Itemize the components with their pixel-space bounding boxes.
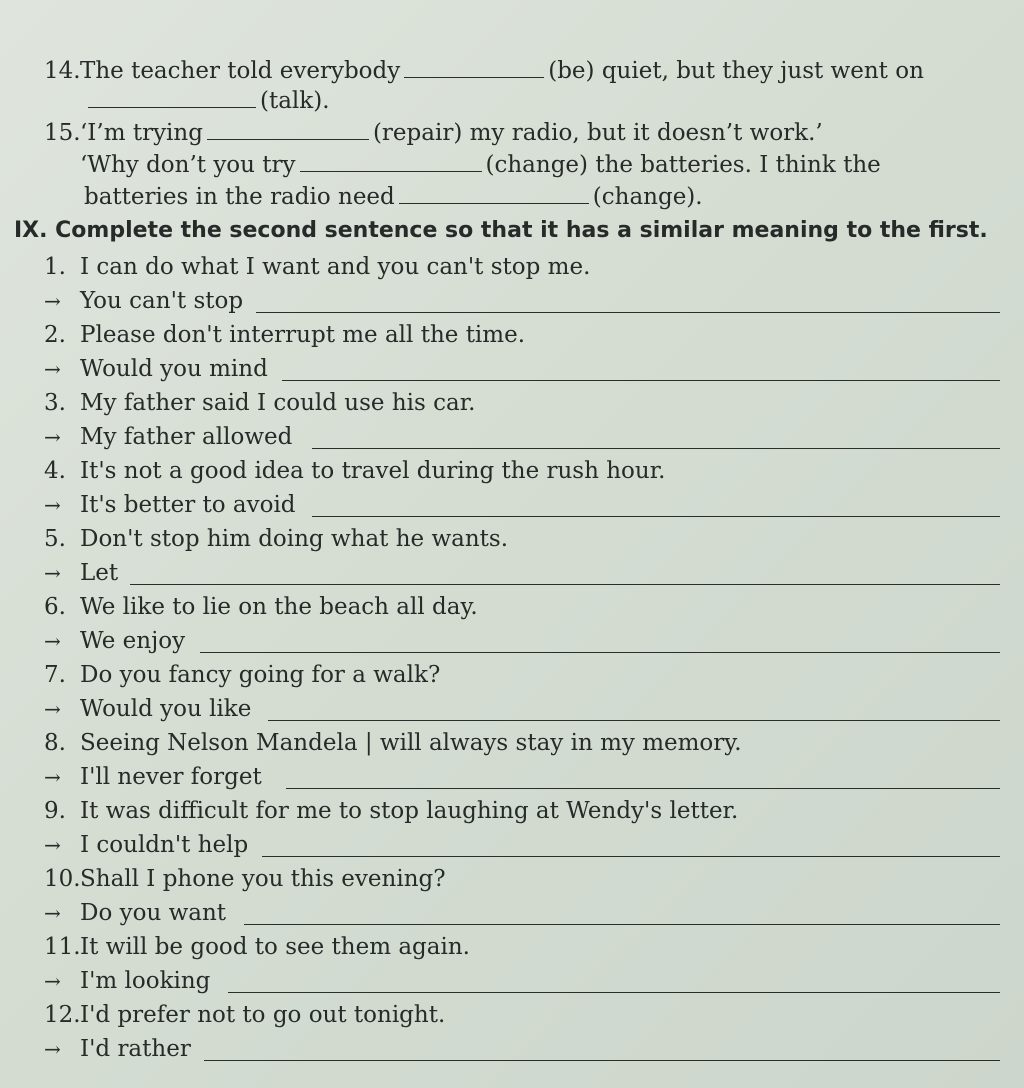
arrow-icon: → bbox=[44, 697, 61, 721]
item-text: Seeing Nelson Mandela | will always stay in my memory. bbox=[80, 730, 742, 756]
item-text: Don't stop him doing what he wants. bbox=[80, 526, 509, 552]
answer-blank[interactable] bbox=[300, 151, 482, 172]
answer-blank[interactable] bbox=[207, 119, 369, 140]
item-text: Do you fancy going for a walk? bbox=[80, 662, 441, 688]
item-prompt: Would you like bbox=[80, 696, 252, 722]
item-text: I can do what I want and you can't stop me. bbox=[80, 254, 591, 280]
answer-line[interactable] bbox=[228, 992, 1000, 993]
question-text: (change) the batteries. I think the bbox=[485, 152, 881, 178]
item-prompt: My father allowed bbox=[80, 424, 293, 450]
question-15-line-3 bbox=[84, 182, 1024, 212]
item-number: 5. bbox=[44, 526, 66, 552]
question-text: ‘Why don’t you try bbox=[80, 152, 296, 178]
question-text: (be) quiet, but they just went on bbox=[548, 58, 924, 84]
arrow-icon: → bbox=[44, 901, 61, 925]
item-number: 4. bbox=[44, 458, 66, 484]
answer-blank[interactable] bbox=[404, 57, 544, 78]
arrow-icon: → bbox=[44, 357, 61, 381]
item-prompt: We enjoy bbox=[80, 628, 186, 654]
item-text: Please don't interrupt me all the time. bbox=[80, 322, 526, 348]
answer-blank[interactable] bbox=[88, 87, 256, 108]
item-text: We like to lie on the beach all day. bbox=[80, 594, 478, 620]
item-prompt: You can't stop bbox=[80, 288, 244, 314]
item-prompt: I'm looking bbox=[80, 968, 211, 994]
answer-line[interactable] bbox=[200, 652, 1000, 653]
item-sentence bbox=[44, 932, 1024, 962]
item-sentence bbox=[44, 592, 1024, 622]
arrow-icon: → bbox=[44, 493, 61, 517]
arrow-icon: → bbox=[44, 629, 61, 653]
question-text: batteries in the radio need bbox=[84, 184, 395, 210]
item-number: 10. bbox=[44, 866, 81, 892]
question-text: (change). bbox=[592, 184, 703, 210]
arrow-icon: → bbox=[44, 561, 61, 585]
item-prompt: Would you mind bbox=[80, 356, 268, 382]
answer-line[interactable] bbox=[130, 584, 1000, 585]
item-number: 11. bbox=[44, 934, 81, 960]
question-text: The teacher told everybody bbox=[80, 58, 401, 84]
item-sentence bbox=[44, 864, 1024, 894]
item-text: It was difficult for me to stop laughing at Wendy's letter. bbox=[80, 798, 739, 824]
item-number: 7. bbox=[44, 662, 66, 688]
item-text: I'd prefer not to go out tonight. bbox=[80, 1002, 446, 1028]
question-15 bbox=[44, 118, 1024, 148]
question-14 bbox=[44, 56, 1024, 86]
item-sentence bbox=[44, 320, 1024, 350]
answer-line[interactable] bbox=[256, 312, 1000, 313]
item-sentence bbox=[44, 660, 1024, 690]
item-prompt: Let bbox=[80, 560, 119, 586]
item-sentence bbox=[44, 252, 1024, 282]
answer-line[interactable] bbox=[312, 516, 1000, 517]
answer-line[interactable] bbox=[204, 1060, 1000, 1061]
arrow-icon: → bbox=[44, 425, 61, 449]
arrow-icon: → bbox=[44, 833, 61, 857]
question-text: ‘I’m trying bbox=[80, 120, 203, 146]
arrow-icon: → bbox=[44, 1037, 61, 1061]
item-text: It's not a good idea to travel during the rush hour. bbox=[80, 458, 666, 484]
item-prompt: I'd rather bbox=[80, 1036, 191, 1062]
question-15-line-2 bbox=[80, 150, 1024, 180]
arrow-icon: → bbox=[44, 969, 61, 993]
item-prompt: Do you want bbox=[80, 900, 227, 926]
item-sentence bbox=[44, 456, 1024, 486]
item-number: 6. bbox=[44, 594, 66, 620]
item-sentence bbox=[44, 796, 1024, 826]
item-number: 12. bbox=[44, 1002, 81, 1028]
item-number: 1. bbox=[44, 254, 66, 280]
item-number: 8. bbox=[44, 730, 66, 756]
answer-line[interactable] bbox=[286, 788, 1000, 789]
question-text: (talk). bbox=[260, 88, 330, 114]
item-sentence bbox=[44, 728, 1024, 758]
section-heading: IX. Complete the second sentence so that it has a similar meaning to the first. bbox=[14, 218, 988, 243]
item-sentence bbox=[44, 524, 1024, 554]
item-prompt: It's better to avoid bbox=[80, 492, 296, 518]
item-number: 9. bbox=[44, 798, 66, 824]
item-prompt: I'll never forget bbox=[80, 764, 262, 790]
question-number: 14. bbox=[44, 58, 81, 84]
question-number: 15. bbox=[44, 120, 81, 146]
item-text: My father said I could use his car. bbox=[80, 390, 476, 416]
answer-line[interactable] bbox=[312, 448, 1000, 449]
item-text: Shall I phone you this evening? bbox=[80, 866, 446, 892]
answer-line[interactable] bbox=[282, 380, 1000, 381]
item-sentence bbox=[44, 1000, 1024, 1030]
item-number: 2. bbox=[44, 322, 66, 348]
arrow-icon: → bbox=[44, 289, 61, 313]
answer-blank[interactable] bbox=[399, 183, 589, 204]
item-sentence bbox=[44, 388, 1024, 418]
item-prompt: I couldn't help bbox=[80, 832, 249, 858]
answer-line[interactable] bbox=[244, 924, 1000, 925]
arrow-icon: → bbox=[44, 765, 61, 789]
answer-line[interactable] bbox=[268, 720, 1000, 721]
question-14-continued bbox=[84, 86, 1024, 116]
item-number: 3. bbox=[44, 390, 66, 416]
item-text: It will be good to see them again. bbox=[80, 934, 470, 960]
answer-line[interactable] bbox=[262, 856, 1000, 857]
question-text: (repair) my radio, but it doesn’t work.’ bbox=[372, 120, 823, 146]
